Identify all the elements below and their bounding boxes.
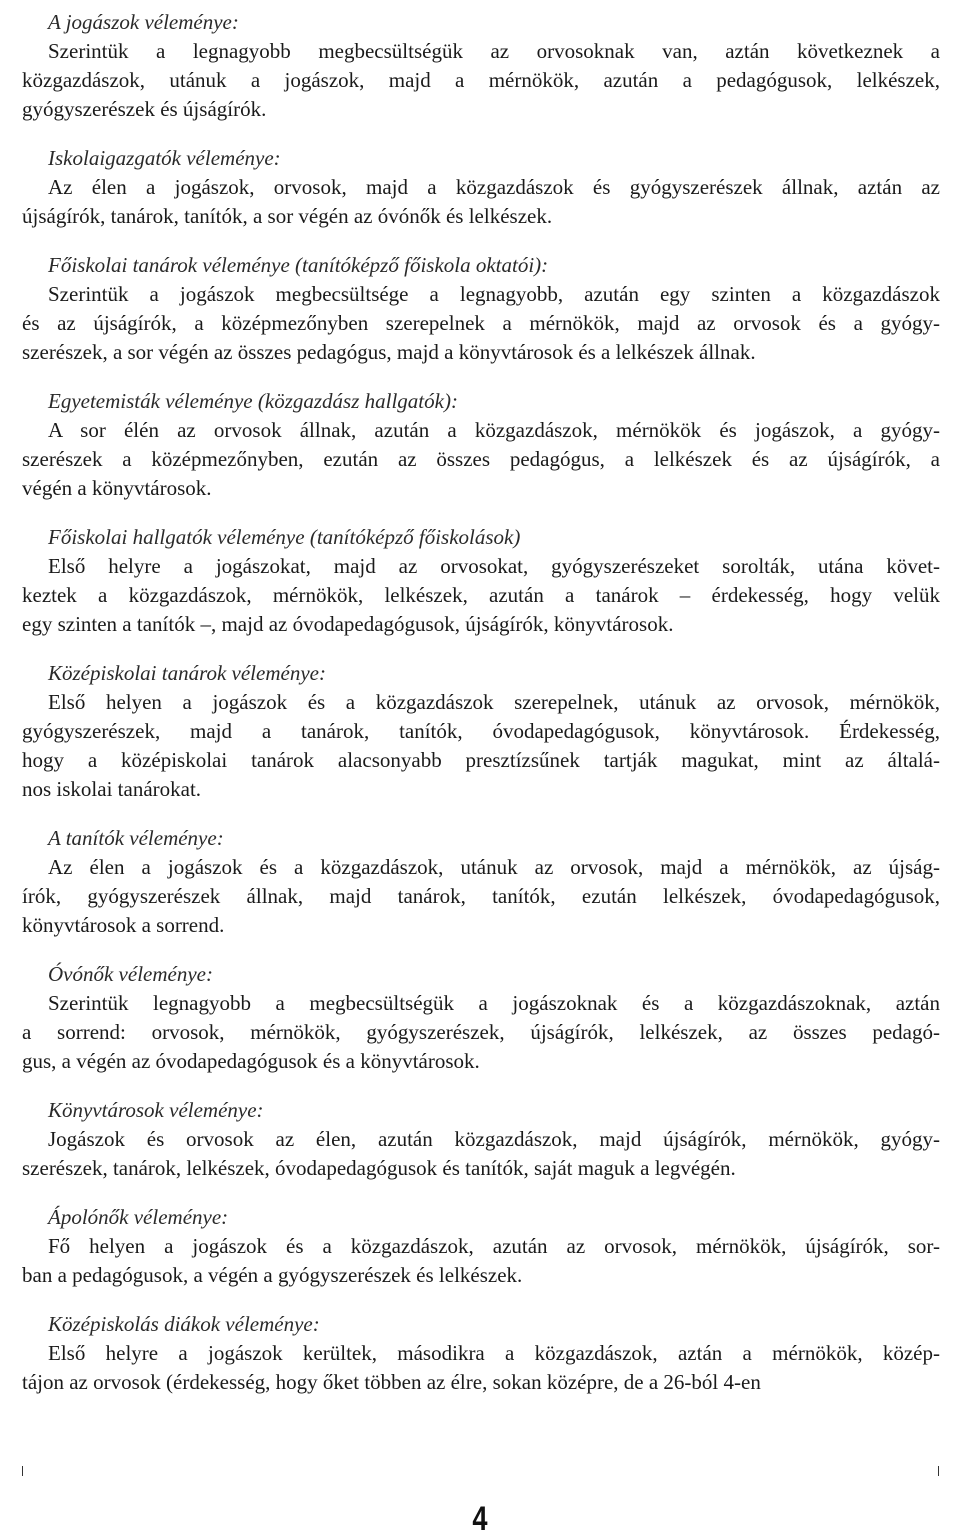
paragraph-line: szerészek a középmezőnyben, ezután az összes pedagógus, a lelkészek és az újságírók, a [22,447,940,471]
paragraph-line: Első helyen a jogászok és a közgazdászok szerepelnek, utánuk az orvosok, mérnökök, [48,690,940,714]
paragraph-line: gus, a végén az óvodapedagógusok és a könyvtárosok. [22,1049,480,1073]
paragraph-line: gyógyszerészek, majd a tanárok, tanítók, óvodapedagógusok, könyvtárosok. Érdekesség, [22,719,940,743]
paragraph-line: újságírók, tanárok, tanítók, a sor végén az óvónők és lelkészek. [22,204,553,228]
opinion-section [22,1203,940,1290]
paragraph-line: ban a pedagógusok, a végén a gyógyszerészek és lelkészek. [22,1263,523,1287]
paragraph-line: Jogászok és orvosok az élen, azután közgazdászok, majd újságírók, mérnökök, gyógy- [48,1127,940,1151]
section-heading: Ápolónők véleménye: [48,1205,229,1229]
paragraph-line: Első helyre a jogászokat, majd az orvosokat, gyógyszerészeket sorolták, utána követ- [48,554,940,578]
paragraph-line: Szerintük legnagyobb a megbecsültségük a jogászoknak és a közgazdászoknak, aztán [48,991,940,1015]
paragraph-line: a sorrend: orvosok, mérnökök, gyógyszerészek, újságírók, lelkészek, az összes pedagó- [22,1020,940,1044]
section-heading: A jogászok véleménye: [48,10,239,34]
section-heading: Könyvtárosok véleménye: [48,1098,264,1122]
paragraph-line: szerészek, tanárok, lelkészek, óvodapedagógusok és tanítók, saját maguk a legvégén. [22,1156,736,1180]
section-heading: Középiskolai tanárok véleménye: [48,661,326,685]
opinion-section [22,8,940,124]
page-corner-mark-right [938,1466,939,1476]
paragraph-line: könyvtárosok a sorrend. [22,913,225,937]
section-heading: Főiskolai tanárok véleménye (tanítóképző főiskola oktatói): [48,253,549,277]
paragraph-line: Az élen a jogászok és a közgazdászok, utánuk az orvosok, majd a mérnökök, az újság- [48,855,940,879]
section-heading: Főiskolai hallgatók véleménye (tanítóképző főiskolások) [48,525,521,549]
paragraph-line: közgazdászok, utánuk a jogászok, majd a mérnökök, azután a pedagógusok, lelkészek, [22,68,940,92]
paragraph-line: egy szinten a tanítók –, majd az óvodapedagógusok, újságírók, könyvtárosok. [22,612,674,636]
paragraph-line: szerészek, a sor végén az összes pedagógus, majd a könyvtárosok és a lelkészek állnak. [22,340,756,364]
section-heading: Iskolaigazgatók véleménye: [48,146,281,170]
paragraph-line: Az élen a jogászok, orvosok, majd a közgazdászok és gyógyszerészek állnak, aztán az [48,175,940,199]
paragraph-line: nos iskolai tanárokat. [22,777,202,801]
opinion-section [22,1310,940,1397]
opinion-section [22,523,940,639]
paragraph-line: Szerintük a jogászok megbecsültsége a legnagyobb, azután egy szinten a közgazdászok [48,282,940,306]
paragraph-line: írók, gyógyszerészek állnak, majd tanárok, tanítók, ezután lelkészek, óvodapedagógusok, [22,884,940,908]
paragraph-line: Első helyre a jogászok kerültek, másodikra a közgazdászok, aztán a mérnökök, közép- [48,1341,940,1365]
paragraph-line: keztek a közgazdászok, mérnökök, lelkészek, azután a tanárok – érdekesség, hogy velük [22,583,940,607]
paragraph-line: A sor élén az orvosok állnak, azután a közgazdászok, mérnökök és jogászok, a gyógy- [48,418,940,442]
opinion-section [22,960,940,1076]
page-corner-mark-left [22,1466,23,1476]
paragraph-line: tájon az orvosok (érdekesség, hogy őket többen az élre, sokan középre, de a 26-ból 4-en [22,1370,761,1394]
paragraph-line: hogy a középiskolai tanárok alacsonyabb presztízsűnek tartják magukat, mint az általá- [22,748,940,772]
opinion-section [22,387,940,503]
opinion-section [22,659,940,804]
opinion-section [22,251,940,367]
opinion-section [22,1096,940,1183]
paragraph-line: Szerintük a legnagyobb megbecsültségük az orvosoknak van, aztán következnek a [48,39,940,63]
paragraph-line: gyógyszerészek és újságírók. [22,97,267,121]
paragraph-line: Fő helyen a jogászok és a közgazdászok, azután az orvosok, mérnökök, újságírók, sor- [48,1234,940,1258]
section-heading: A tanítók véleménye: [48,826,224,850]
page-number: 4 [472,1500,488,1538]
section-heading: Óvónők véleménye: [48,962,213,986]
section-heading: Középiskolás diákok véleménye: [48,1312,320,1336]
paragraph-line: végén a könyvtárosok. [22,476,212,500]
section-heading: Egyetemisták véleménye (közgazdász hallgatók): [48,389,458,413]
paragraph-line: és az újságírók, a középmezőnyben szerepelnek a mérnökök, majd az orvosok és a gyógy- [22,311,940,335]
opinion-section [22,144,940,231]
document-page [22,8,940,1417]
opinion-section [22,824,940,940]
